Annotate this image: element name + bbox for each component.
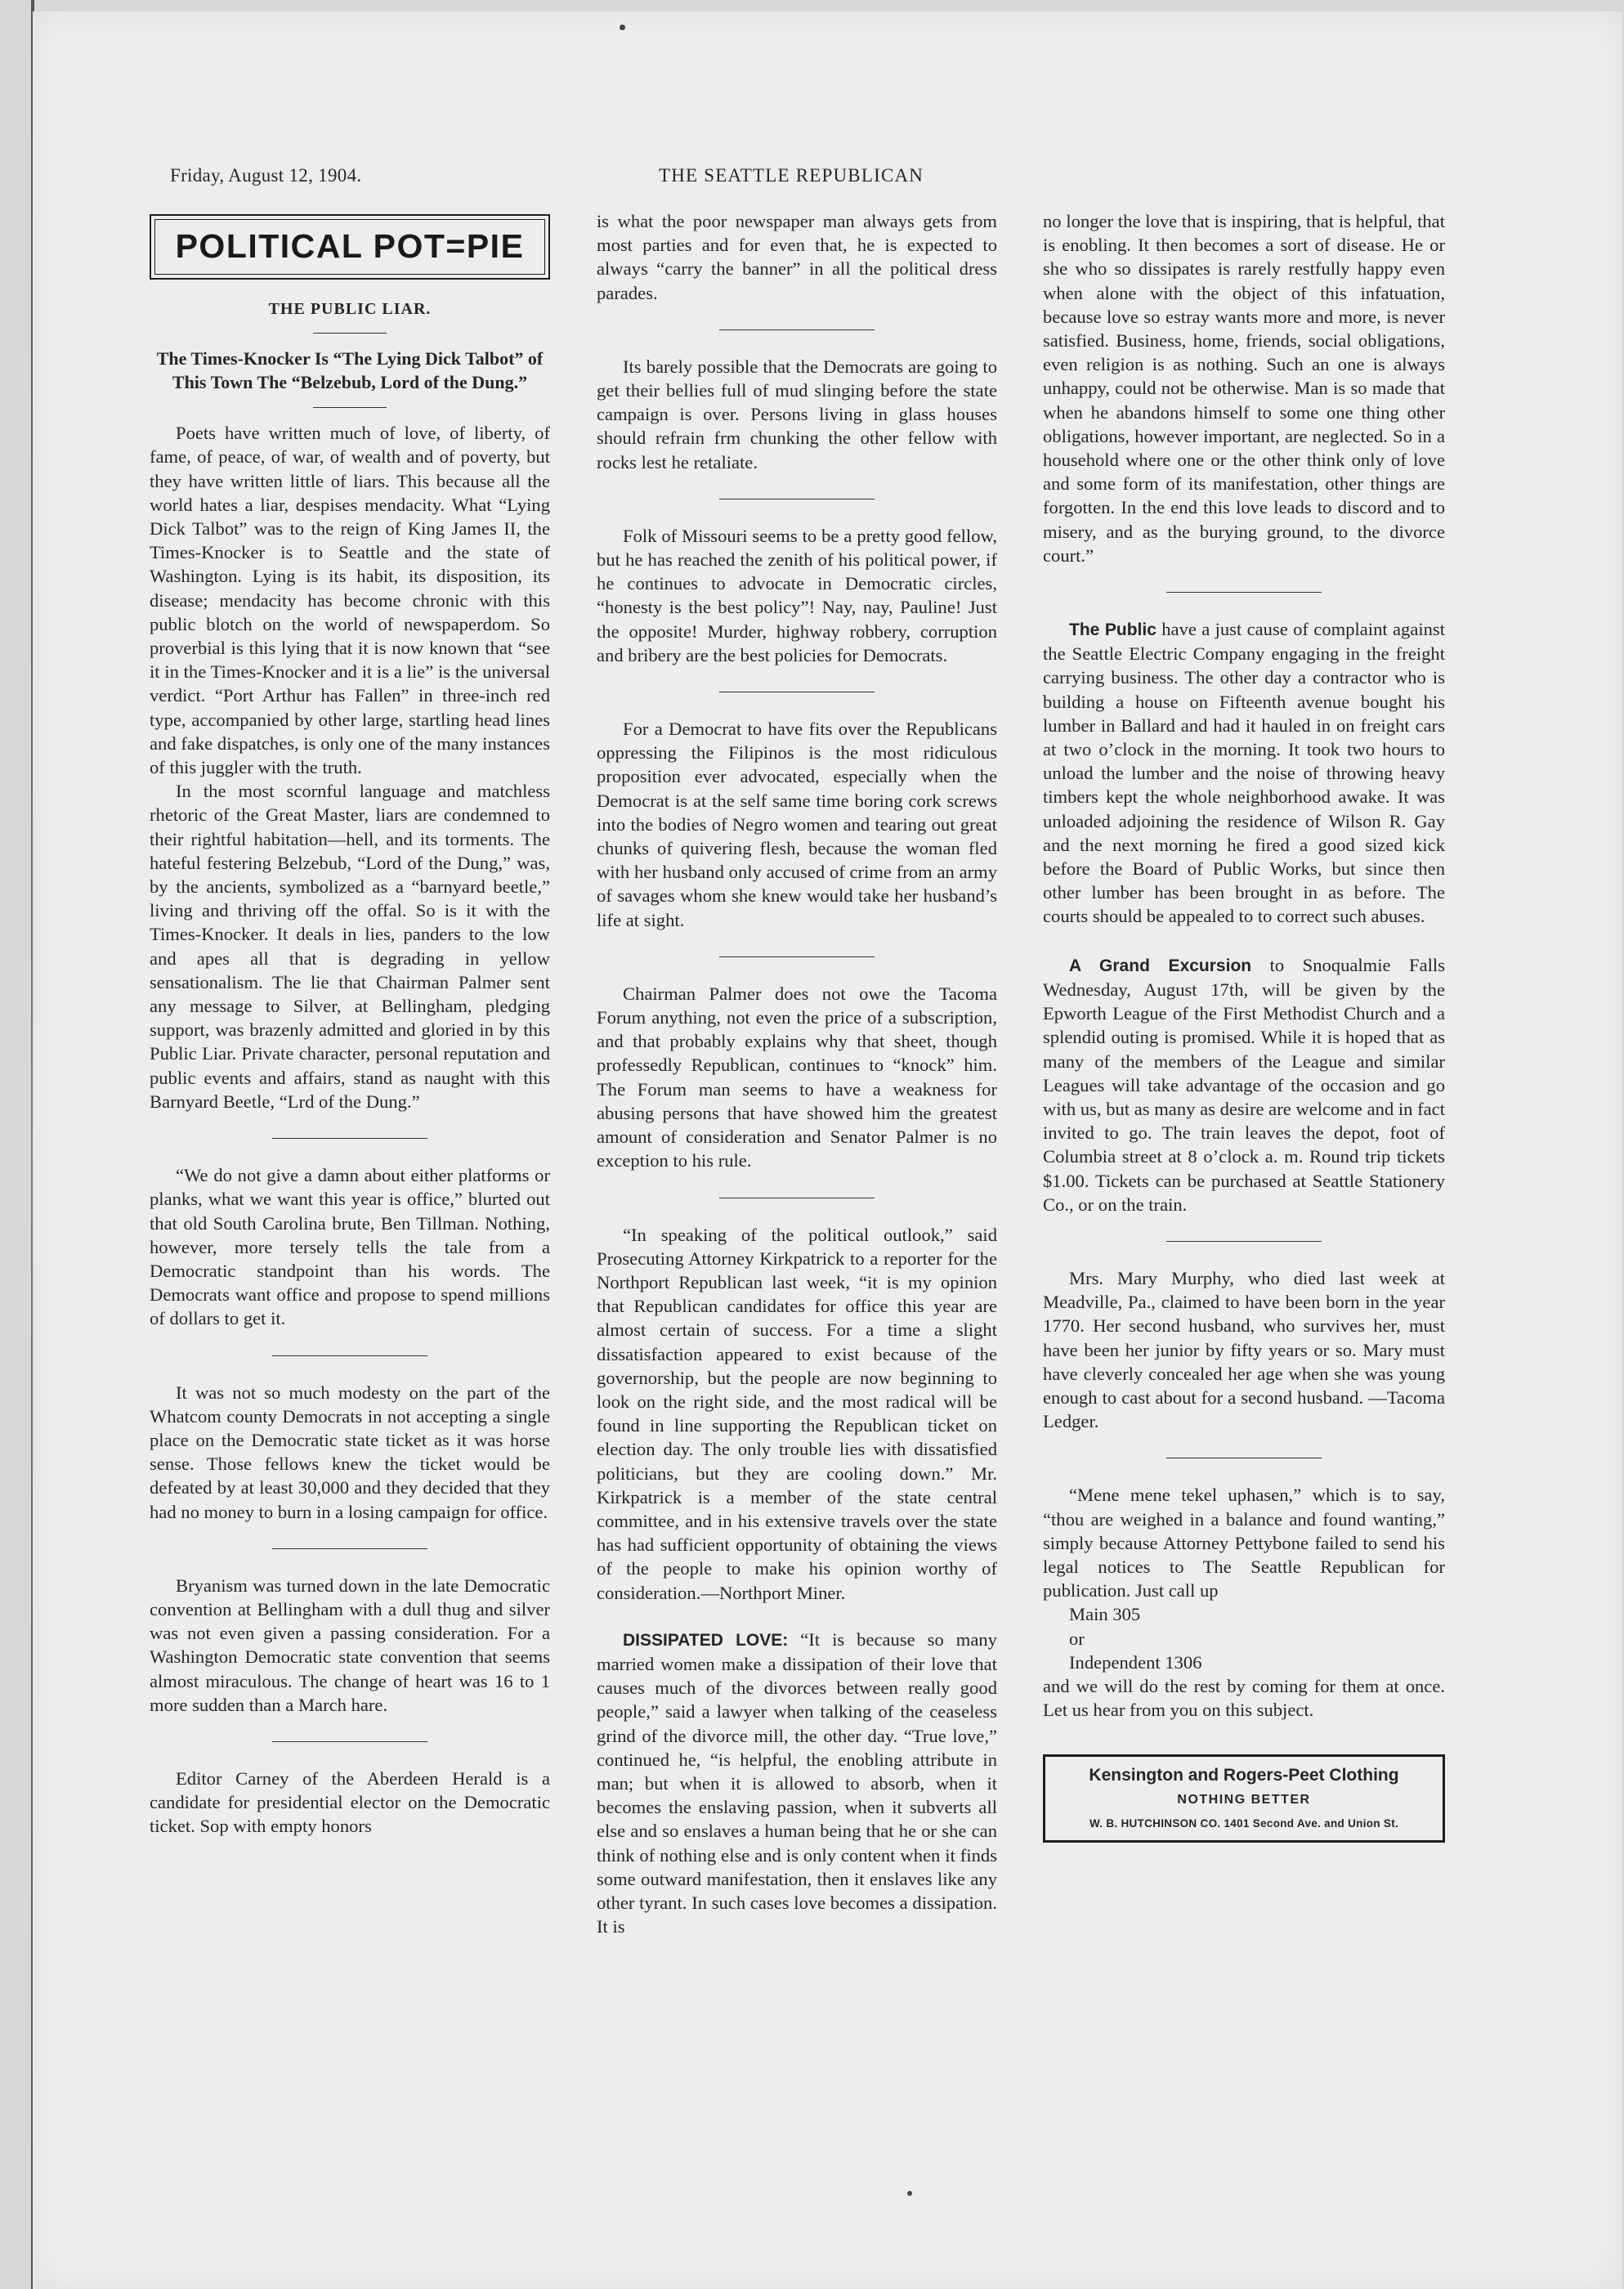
column-1 [150, 209, 550, 1839]
article-paragraph: “Mene mene tekel uphasen,” which is to say, “thou are weighed in a balance and found wanting,” simply because Attorney Pettybone failed to send his legal notices to The Seattle Republican for publication. Just call up [1043, 1485, 1445, 1601]
article-paragraph: It was not so much modesty on the part of the Whatcom county Democrats in not accepting a single place on the Democratic state ticket as it was horse sense. Those fellows knew the ticket would be defeated by at least 30,000 and they decided that they had no money to burn in a losing campaign for office. [150, 1382, 550, 1522]
article-paragraph: Mrs. Mary Murphy, who died last week at Meadville, Pa., claimed to have been born in the year 1770. Her second husband, who survives her, must have been her junior by fifty years or so. Mary must have cleverly concealed her age when she was young enough to cast about for a second husband. —Tacoma Ledger. [1043, 1267, 1445, 1432]
article-paragraph: Bryanism was turned down in the late Democratic convention at Bellingham with a dull thug and silver was not even given a passing consideration. For a Washington Democratic state convention that seems almost miraculous. The change of heart was 16 to 1 more sudden than a March hare. [150, 1575, 550, 1715]
paragraph-body: to Snoqualmie Falls Wednesday, August 17th, will be given by the Epworth League of the First Methodist Church and a splendid outing is promised. While it is hoped that as many of the members of the League and similar Leagues will take advantage of the occasion and go with us, but as many as desire are welcome and in fact invited to go. The train leaves the depot, foot of Columbia street at 8 o’clock a. m. Round trip tickets $1.00. Tickets can be purchased at Seattle Stationery Co., or on the train. [1043, 954, 1445, 1215]
divider [272, 1548, 427, 1549]
article-paragraph: “In speaking of the political outlook,” said Prosecuting Attorney Kirkpatrick to a reporter for the Northport Republican last week, “it is my opinion that Republican candidates for office this year are almost certain of success. For a time a slight dissatisfaction appeared to exist because of the governorship, but the people are now beginning to look on the right side, and the most radical will be found in line supporting the Republican ticket on election day. The only trouble lies with dissatisfied politicians, but they are cooling down.” Mr. Kirkpatrick is a member of the state central committee, and in his extensive travels over the state has had sufficient opportunity of obtaining the views of the people to make his opinion worthy of consideration.—Northport Miner. [597, 1224, 997, 1603]
column-2 [597, 209, 997, 1938]
divider [313, 333, 387, 334]
article-paragraph: In the most scornful language and matchless rhetoric of the Great Master, liars are condemned to their rightful habitation—hell, and its torments. The hateful festering Belzebub, “Lord of the Dung,” was, by the ancients, symbolized as a “barnyard beetle,” living and thriving off the offal. So is it with the Times-Knocker. It deals in lies, panders to the low and apes all that is degrading in yellow sensationalism. The lie that Chairman Palmer sent any message to Silver, at Bellingham, pledging support, was brazenly admitted and gloried in by this Public Liar. Private character, personal reputation and public events and affairs, stand as naught with this Barnyard Beetle, “Lrd of the Dung.” [150, 781, 550, 1112]
phone-number-main: Main 305 [1069, 1604, 1141, 1625]
phone-or: or [1069, 1628, 1085, 1649]
article-paragraph: no longer the love that is inspiring, that is helpful, that is enobling. It then becomes a sort of disease. He or she who so dissipates is rarely restfully happy even when alone with the object of this infatuation, because love so estray wants more and more, is never satisfied. Business, home, friends, social obligations, even religion is as nothing. Such an one is always unhappy, could not be otherwise. Man is so made that when he abandons himself to some one thing other obligations, however important, are neglected. So in a household where one or the other think only of love and some form of its manifestation, other things are forgotten. In the end this love leads to discord and to misery, and as the burying ground, to the divorce court.” [1043, 211, 1445, 566]
article-paragraph: For a Democrat to have fits over the Republicans oppressing the Filipinos is the most ridiculous proposition ever advocated, especially when the Democrat is at the self same time boring cork screws into the bodies of Negro women and tearing out great chunks of quivering flesh, because the woman fled with her husband only accused of crime from an army of savages whom she knew would take her husband’s life at sight. [597, 719, 997, 930]
ad-headline: Kensington and Rogers-Peet Clothing [1089, 1766, 1399, 1785]
article-paragraph: Its barely possible that the Democrats are going to get their bellies full of mud slinging before the state campaign is over. Persons living in glass houses should refrain frm chunking the other fellow with rocks lest he retaliate. [597, 356, 997, 473]
article-paragraph: and we will do the rest by coming for them at once. Let us hear from you on this subject. [1043, 1675, 1445, 1721]
divider [719, 956, 875, 957]
paragraph-lead: A Grand Excursion [1069, 956, 1252, 975]
divider [1166, 592, 1322, 593]
article-paragraph: Chairman Palmer does not owe the Tacoma Forum anything, not even the price of a subscription, and that probably explains why that sheet, though professedly Republican, continues to “knock” him. The Forum man seems to have a weakness for abusing persons that have showed him the greatest amount of consideration and Senator Palmer is no exception to his rule. [597, 983, 997, 1171]
paragraph-lead: The Public [1069, 620, 1156, 640]
paragraph-lead: DISSIPATED LOVE: [623, 1630, 789, 1650]
paragraph-body: have a just cause of complaint against the Seattle Electric Company engaging in the freight carrying business. The other day a contractor who is building a house on Fifteenth avenue bought his lumber in Ballard and had it hauled in on freight cars at two o’clock in the morning. It took two hours to unload the lumber and the noise of throwing heavy timbers kept the whole neighborhood awake. It was unloaded adjoining the residence of Wilson R. Gay and the next morning he fired a good sized kick before the Board of Public Works, but since then other lumber has been brought in as before. The courts should be appealed to to correct such abuses. [1043, 619, 1445, 927]
ad-address: W. B. HUTCHINSON CO. 1401 Second Ave. and Union St. [1089, 1816, 1399, 1830]
article-paragraph: Poets have written much of love, of liberty, of fame, of peace, of war, of wealth and of poverty, but they have written little of liars. This because all the world hates a liar, despises mendacity. What “Lying Dick Talbot” was to the reign of King James II, the Times-Knocker is to Seattle and the state of Washington. Lying is its habit, its disposition, its disease; mendacity has become chronic with this public blotch on the world of newspaperdom. So proverbial is this lying that it is now known that “see it in the Times-Knocker and it is a lie” is the universal verdict. “Port Arthur has Fallen” in three-inch red type, accompanied by other large, startling head lines and fake dispatches, is only one of the many instances of this juggler with the truth. [150, 423, 550, 778]
article-paragraph: Folk of Missouri seems to be a pretty good fellow, but he has reached the zenith of his political power, if he continues to advocate in Democratic circles, “honesty is the best policy”! Nay, nay, Pauline! Just the opposite! Murder, highway robbery, corruption and bribery are the best policies for Democrats. [597, 525, 997, 665]
article-paragraph [1043, 953, 1445, 1216]
article-paragraph [1043, 617, 1445, 929]
article-paragraph: “We do not give a damn about either platforms or planks, what we want this year is office,” blurted out that old South Carolina brute, Ben Tillman. Nothing, however, more tersely tells the tale from a Democratic standpoint than his words. The Democrats want office and propose to spend millions of dollars to get it. [150, 1165, 550, 1329]
clothing-advertisement [1043, 1754, 1445, 1843]
article-paragraph: is what the poor newspaper man always gets from most parties and for even that, he is expected to always “carry the banner” in all the political dress parades. [597, 211, 997, 303]
scan-speck [620, 25, 625, 30]
newspaper-name: THE SEATTLE REPUBLICAN [659, 165, 924, 186]
article-paragraph [597, 1628, 997, 1939]
phone-number-independent: Independent 1306 [1069, 1651, 1202, 1673]
divider [272, 1355, 427, 1356]
article-deck: The Times-Knocker Is “The Lying Dick Talbot” of This Town The “Belzebub, Lord of the Dung.” [156, 348, 544, 393]
divider [272, 1741, 427, 1742]
article-subhead: THE PUBLIC LIAR. [268, 300, 432, 318]
issue-date: Friday, August 12, 1904. [170, 165, 362, 186]
divider [719, 329, 875, 330]
scan-speck [907, 2191, 912, 2196]
column-3 [1043, 209, 1445, 1843]
divider [272, 1138, 427, 1139]
article-paragraph: Editor Carney of the Aberdeen Herald is a candidate for presidential elector on the Democratic ticket. Sop with empty honors [150, 1767, 550, 1837]
divider [1166, 1241, 1322, 1242]
ad-tagline: NOTHING BETTER [1177, 1792, 1311, 1807]
section-masthead: POLITICAL POT=PIE [150, 214, 550, 280]
paragraph-body: “It is because so many married women make a dissipation of their love that causes much of the divorces between really good people,” said a lawyer when talking of the ceaseless grind of the divorce mill, the other day. “True love,” continued he, “is helpful, the enobling attribute in man; but when it is allowed to absorb, when it becomes the enslaving passion, when it subverts all else and so enslaves a human being that he or she can think of nothing else and is only content when it finds some outward manifestation, then it enslaves like any other tyrant. In such cases love becomes a dissipation. It is [597, 1628, 997, 1937]
divider [313, 407, 387, 408]
